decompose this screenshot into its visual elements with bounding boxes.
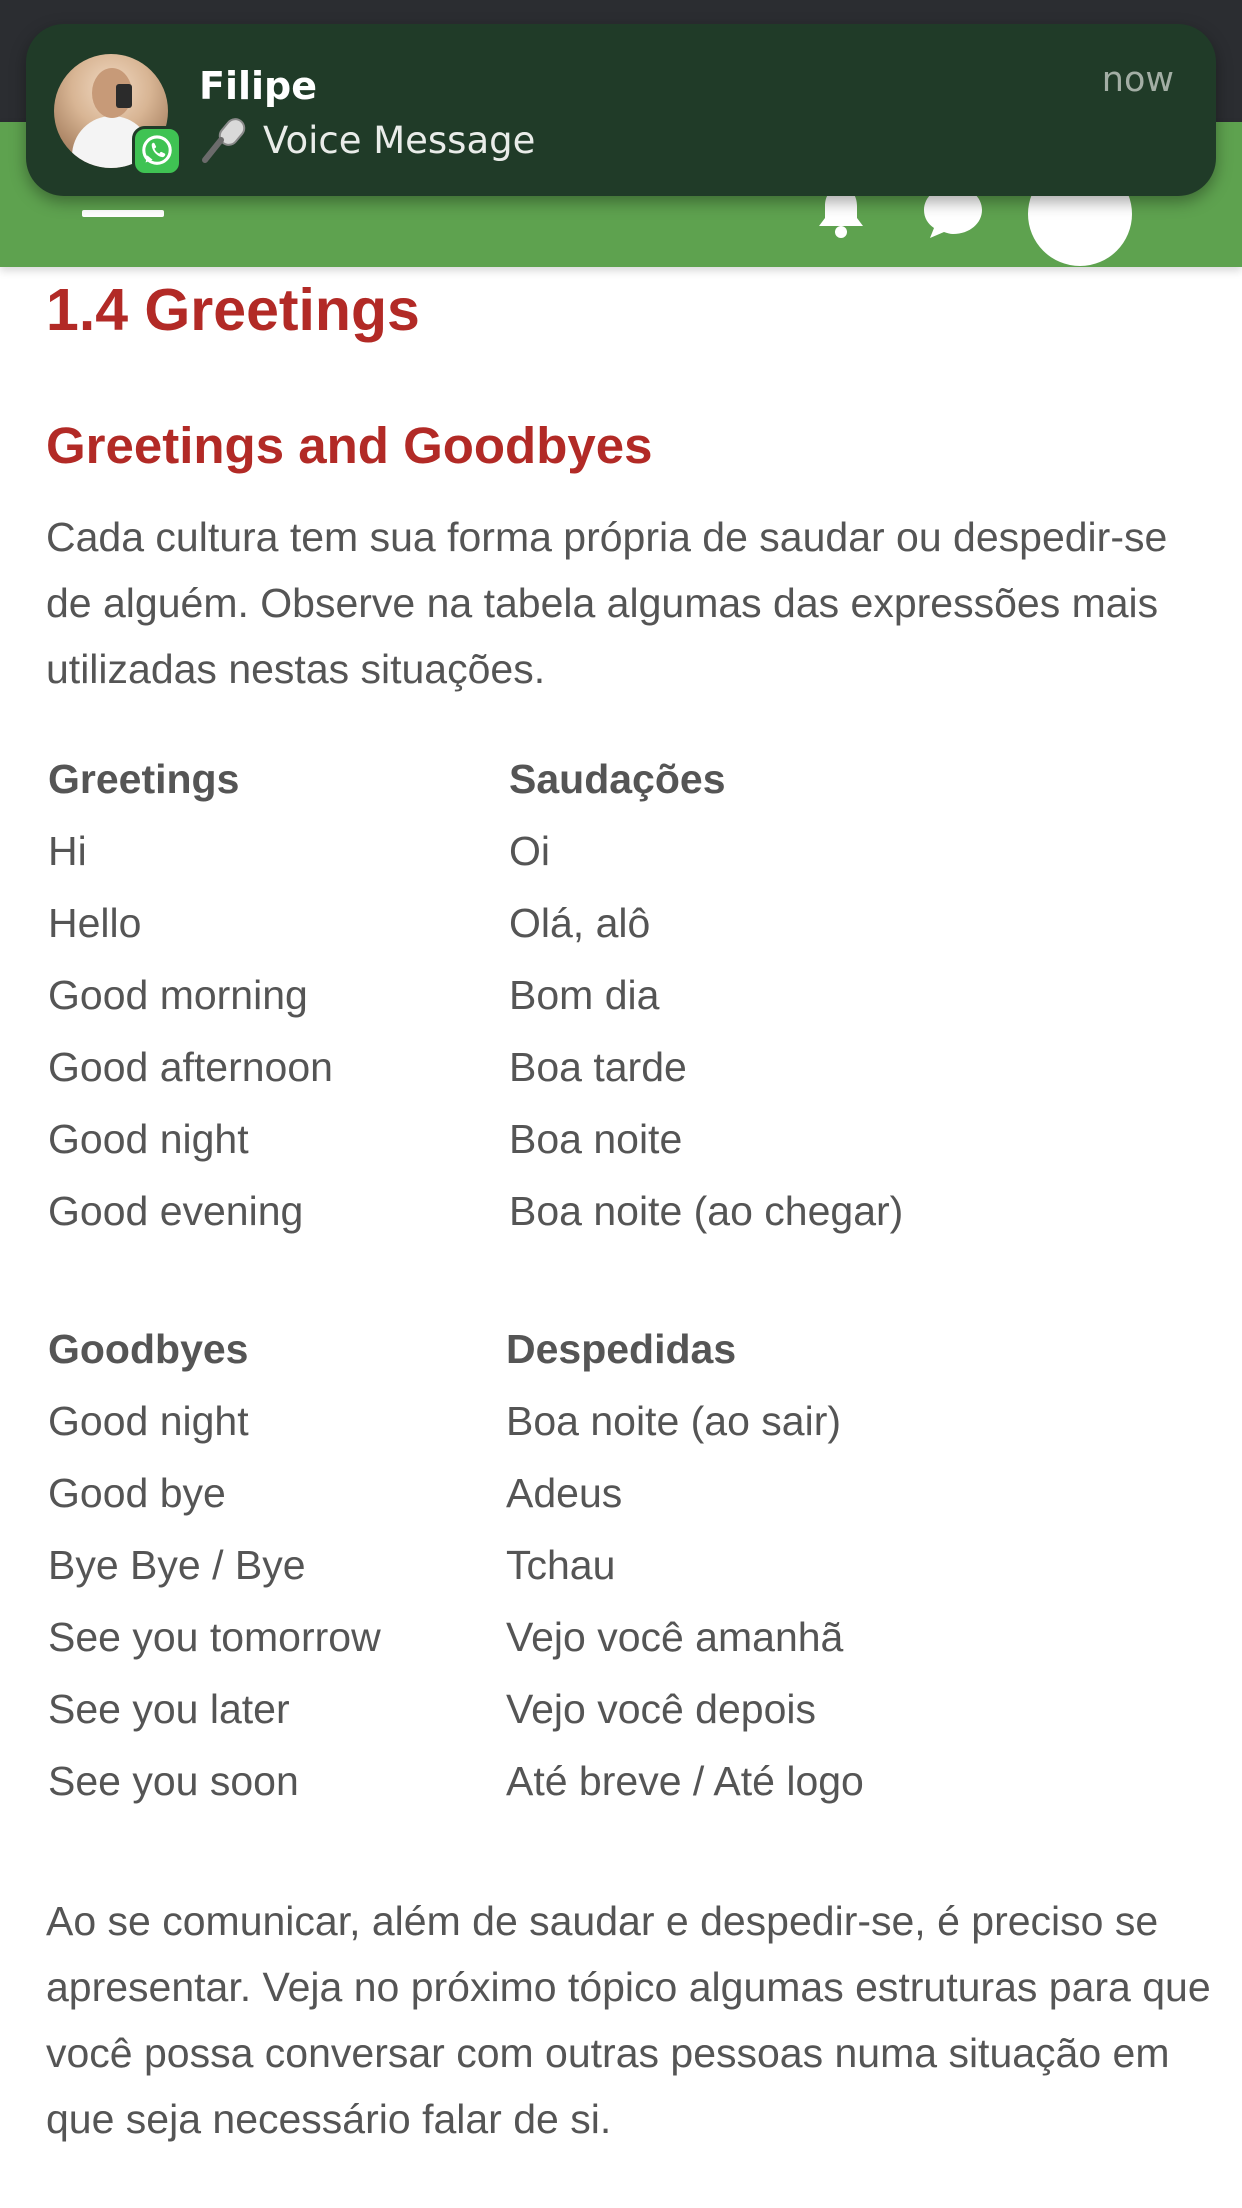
table-row (48, 1758, 1198, 1830)
goodbyes-table (48, 1326, 1198, 1830)
notification-message (199, 114, 535, 166)
table-row (48, 1188, 1198, 1260)
section-title: 1.4 Greetings (46, 277, 420, 343)
notification-sender: Filipe (199, 64, 318, 108)
subsection-title: Greetings and Goodbyes (46, 417, 653, 474)
english-term: Good night (48, 1116, 249, 1162)
table-header-row (48, 756, 1198, 828)
portuguese-term: Bom dia (509, 972, 660, 1018)
table-row (48, 972, 1198, 1044)
greetings-table (48, 756, 1198, 1260)
english-term: Good night (48, 1398, 249, 1444)
column-header-portuguese: Saudações (509, 756, 726, 802)
closing-paragraph: Ao se comunicar, além de saudar e despedir-se, é preciso se apresentar. Veja no próximo tópico algumas estruturas para que você possa conversar com outras pessoas numa situação em que seja necessário falar de si. (46, 1898, 1211, 2142)
portuguese-term: Adeus (506, 1470, 623, 1516)
column-header-portuguese: Despedidas (506, 1326, 737, 1372)
table-row (48, 1686, 1198, 1758)
portuguese-term: Boa noite (509, 1116, 683, 1162)
portuguese-term: Vejo você depois (506, 1686, 817, 1732)
notification-message-text: Voice Message (263, 118, 536, 162)
english-term: See you later (48, 1686, 290, 1732)
english-term: Good bye (48, 1470, 226, 1516)
table-row (48, 828, 1198, 900)
table-row (48, 1542, 1198, 1614)
table-row (48, 1044, 1198, 1116)
table-row (48, 900, 1198, 972)
english-term: Hello (48, 900, 142, 946)
intro-paragraph: Cada cultura tem sua forma própria de saudar ou despedir-se de alguém. Observe na tabela algumas das expressões mais utilizadas nestas situações. (46, 514, 1168, 692)
english-term: Bye Bye / Bye (48, 1542, 306, 1588)
column-header-english: Goodbyes (48, 1326, 249, 1372)
english-term: See you soon (48, 1758, 299, 1804)
english-term: Hi (48, 828, 87, 874)
english-term: Good morning (48, 972, 308, 1018)
portuguese-term: Boa noite (ao sair) (506, 1398, 842, 1444)
whatsapp-icon (132, 126, 182, 176)
hamburger-menu-icon[interactable] (82, 210, 164, 220)
notification-banner[interactable] (26, 24, 1216, 196)
english-term: See you tomorrow (48, 1614, 381, 1660)
column-header-english: Greetings (48, 756, 240, 802)
table-row (48, 1614, 1198, 1686)
portuguese-term: Até breve / Até logo (506, 1758, 864, 1804)
portuguese-term: Tchau (506, 1542, 616, 1588)
microphone-icon (199, 114, 247, 166)
portuguese-term: Oi (509, 828, 550, 874)
table-row (48, 1398, 1198, 1470)
table-row (48, 1116, 1198, 1188)
english-term: Good afternoon (48, 1044, 333, 1090)
portuguese-term: Vejo você amanhã (506, 1614, 844, 1660)
notification-time: now (1101, 60, 1174, 100)
english-term: Good evening (48, 1188, 304, 1234)
table-row (48, 1470, 1198, 1542)
portuguese-term: Olá, alô (509, 900, 651, 946)
table-header-row (48, 1326, 1198, 1398)
portuguese-term: Boa noite (ao chegar) (509, 1188, 904, 1234)
portuguese-term: Boa tarde (509, 1044, 687, 1090)
